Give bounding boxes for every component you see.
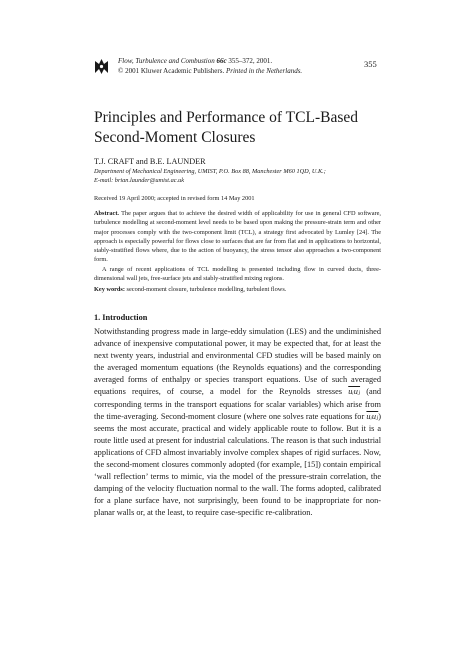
- title-line-1: Principles and Performance of TCL-Based: [94, 109, 358, 126]
- email-line: E-mail: brian.launder@umist.ac.uk: [94, 176, 185, 184]
- authors: T.J. CRAFT and B.E. LAUNDER: [94, 157, 206, 166]
- abstract-label: Abstract.: [94, 210, 120, 217]
- page-number: 355: [364, 59, 377, 69]
- paper-title: [94, 108, 394, 148]
- journal-pages-year: 355–372, 2001.: [226, 57, 273, 65]
- abstract-paragraph-2: A range of recent applications of TCL modelling is presented including flow in curved ducts, three-dimensional wall jets, free-surface jets and stably-stratified mixing regions.: [94, 265, 381, 283]
- section-heading: 1. Introduction: [94, 313, 148, 322]
- keywords-list: second-moment closure, turbulence modelling, turbulent flows.: [124, 286, 287, 293]
- journal-citation: [118, 56, 358, 76]
- title-line-2: Second-Moment Closures: [94, 129, 256, 146]
- reynolds-stress-symbol-2: uᵢuⱼ: [366, 411, 379, 421]
- affiliation: [94, 168, 394, 185]
- body-text: [94, 326, 381, 520]
- journal-volume: 66c: [216, 57, 227, 65]
- body-part-2: (and corresponding terms in the transport equations for scalar variables) which arise from the time-averaging. Second-moment closure (where one solves rate equations for: [94, 387, 381, 421]
- abstract-paragraph-1: The paper argues that to achieve the desired width of applicability for use in general CFD software, turbulence modelling at second-moment level needs to be based upon making the pressure-strain term and other major processes comply with the two-component limit (TCL), a strategy first advocated by Lumley [24]. The approach is especially powerful for flows close to surfaces that are far from flat and in applications to horizontal, stably-stratified flows where, due to the action of buoyancy, the stress tensor also approaches a two-component form.: [94, 210, 381, 264]
- body-part-3: ) seems the most accurate, practical and widely applicable route to follow. But it is a route little used at present for industrial calculations. The reason is that such industrial applications of CFD almost invariably involve complex shapes of rigid surfaces. Now, the second-moment closures commonly adopted (for example, [15]) contain empirical ‘wall reflection’ terms to mimic, via the model of the pressure-strain correlation, the damping of the velocity fluctuation normal to the wall. The forms adopted, calibrated for a plane surface have, not surprisingly, been found to be inappropriate for non-planar walls or, at the least, to require case-specific re-calibration.: [94, 411, 381, 518]
- copyright: © 2001 Kluwer Academic Publishers.: [118, 67, 225, 75]
- publisher-logo: [94, 58, 109, 75]
- received-date: Received 19 April 2000; accepted in revised form 14 May 2001: [94, 195, 255, 202]
- reynolds-stress-symbol: uᵢuⱼ: [348, 387, 361, 397]
- affiliation-line-1: Department of Mechanical Engineering, UMIST, P.O. Box 88, Manchester M60 1QD, U.K.;: [94, 168, 326, 175]
- body-part-1: Notwithstanding progress made in large-eddy simulation (LES) and the undiminished advance of inexpensive computational power, it may be expected that, for at least the next twenty years, industrial and environmental CFD studies will be based mainly on the averaged momentum equations (the Reynolds equations) and the corresponding averaged forms of enthalpy or species transport equations. Use of such averaged equations requires, of course, a model for the Reynolds stresses: [94, 327, 381, 397]
- journal-name: Flow, Turbulence and Combustion: [118, 57, 215, 65]
- printed-note: Printed in the Netherlands.: [225, 67, 303, 75]
- keywords-label: Key words:: [94, 286, 125, 293]
- abstract: [94, 209, 381, 283]
- keywords: [94, 286, 286, 293]
